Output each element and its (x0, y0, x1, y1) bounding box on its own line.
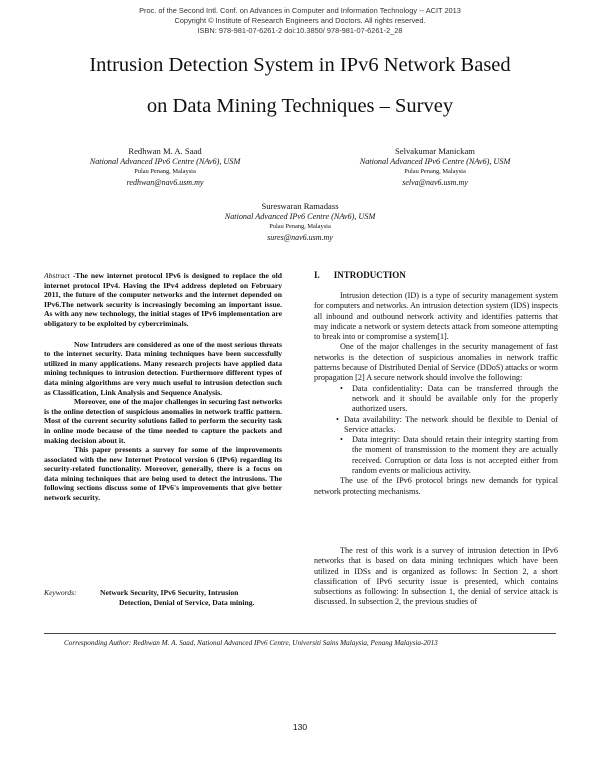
keywords-line2: Detection, Denial of Service, Data mining. (119, 598, 255, 607)
author-email: selva@nav6.usm.my (402, 177, 468, 187)
abstract-label: Abstract (44, 271, 70, 280)
bullet-icon: • (336, 414, 339, 424)
author-block-2 (320, 146, 550, 188)
corresponding-author-footnote: Corresponding Author: Redhwan M. A. Saad, National Advanced IPv6 Centre, Universiti Sains Malaysia, Penang Malaysia-2013 (64, 639, 438, 647)
abstract-section (44, 271, 282, 503)
author-affiliation: National Advanced IPv6 Centre (NAv6), USM (89, 156, 241, 166)
conference-header-line1: Proc. of the Second Intl. Conf. on Advances in Computer and Information Technology -- ACIT 2013 (139, 6, 461, 15)
author-city: Pulau Penang, Malaysia (404, 168, 466, 175)
bullet-icon: • (340, 435, 343, 445)
list-item (336, 415, 558, 436)
section-number: I. (314, 270, 320, 280)
list-item (340, 384, 558, 415)
list-item-text: Data confidentiality: Data can be transferred through the network and it should be available only for the properly authorized users. (352, 383, 558, 414)
list-item (340, 435, 558, 476)
abstract-paragraph-4: This paper presents a survey for some of the improvements associated with the new Internet Protocol version 6 (IPv6) regarding its security-related functionality. Moreover, generally, there is a focus on data mining techniques that are being used to detect the intrusions. The following sections discuss some of IPv6's improvements that give better network security. (44, 445, 282, 503)
author-block-3 (185, 201, 415, 243)
author-city: Pulau Penang, Malaysia (269, 223, 331, 230)
footnote-rule (44, 633, 556, 634)
page-number: 130 (292, 722, 308, 732)
author-name: Sureswaran Ramadass (261, 201, 339, 211)
intro-paragraph-3: The use of the IPv6 protocol brings new demands for typical network protecting mechanisms. (314, 476, 558, 496)
list-item-text: Data integrity: Data should retain their integrity starting from the moment of transmission to the moment they are actually received. Corruption or data loss is not accepted either from random events or malicious activity. (352, 435, 558, 476)
conference-header-line3: ISBN: 978-981-07-6261-2 doi:10.3850/ 978-981-07-6261-2_28 (197, 26, 403, 35)
paper-title-line2: on Data Mining Techniques – Survey (146, 95, 454, 117)
abstract-text: -The new internet protocol IPv6 is designed to replace the old internet protocol IPv4. Having the IPv4 address depleted on February 2011, the future of the computer networks and the internet depended on IPv6.The network security is increasingly becoming an important issue. As with any new technology, the initial stages of IPv6 implementation are obligatory to be exploited by cybercriminals. (44, 271, 282, 328)
bullet-icon: • (340, 383, 343, 393)
intro-paragraph-2: One of the major challenges in the security management of fast networks is the detection of suspicious anomalies in network traffic patterns because of Distributed Denial of Service (DDoS) attacks or worm propagation [2] A secure network should involve the following: (314, 342, 558, 383)
author-affiliation: National Advanced IPv6 Centre (NAv6), USM (224, 211, 376, 221)
introduction-body-bottom (314, 546, 558, 608)
author-email: sures@nav6.usm.my (267, 232, 333, 242)
abstract-paragraph-1 (44, 271, 282, 329)
author-name: Redhwan M. A. Saad (128, 146, 202, 156)
keywords-label: Keywords: (44, 588, 77, 597)
introduction-body-top (314, 291, 558, 497)
author-city: Pulau Penang, Malaysia (134, 168, 196, 175)
requirements-list (336, 383, 558, 477)
author-name: Selvakumar Manickam (395, 146, 475, 156)
abstract-paragraph-2: Now Intruders are considered as one of the most serious threats to the internet security. Data mining techniques have been successfully utilized in many applications. Many research projects have applied data mining techniques to intrusion detection. Furthermore different types of data mining algorithms are very much useful to intrusion detection such as Classification, Link Analysis and Sequence Analysis. (44, 339, 282, 397)
conference-header-line2: Copyright © Institute of Research Engineers and Doctors. All rights reserved. (174, 16, 426, 25)
author-affiliation: National Advanced IPv6 Centre (NAv6), USM (359, 156, 511, 166)
abstract-paragraph-3: Moreover, one of the major challenges in securing fast networks is the online detection of suspicious anomalies in network traffic pattern. Most of the current security solutions failed to perform the security task in online mode because of the time needed to capture the packets and making decision about it. (44, 397, 282, 445)
keywords-line1: Network Security, IPv6 Security, Intrusion (100, 588, 239, 597)
author-block-1 (50, 146, 280, 188)
intro-paragraph-1: Intrusion detection (ID) is a type of security management system for computers and networks. An intrusion detection system (IDS) inspects all inbound and outbound network activity and identifies patterns that may indicate a network or system detects attack from someone attempting to break into or compromise a system[1]. (314, 291, 558, 342)
author-email: redhwan@nav6.usm.my (126, 177, 204, 187)
section-heading (314, 270, 406, 280)
list-item-text: Data availability: The network should be flexible to Denial of Service attacks. (344, 414, 558, 434)
section-title: INTRODUCTION (333, 270, 406, 280)
intro-paragraph-4: The rest of this work is a survey of intrusion detection in IPv6 networks that is based on data mining techniques which have been utilized in IDSs and is organized as follows: In Section 2, a short classification of IPv6 security issue is presented, which contains subsections as following: In subsection 1, the denial of service attack is discussed. In subsection 2, the previous studies of (314, 546, 558, 607)
paper-title-line1: Intrusion Detection System in IPv6 Network Based (89, 54, 511, 76)
